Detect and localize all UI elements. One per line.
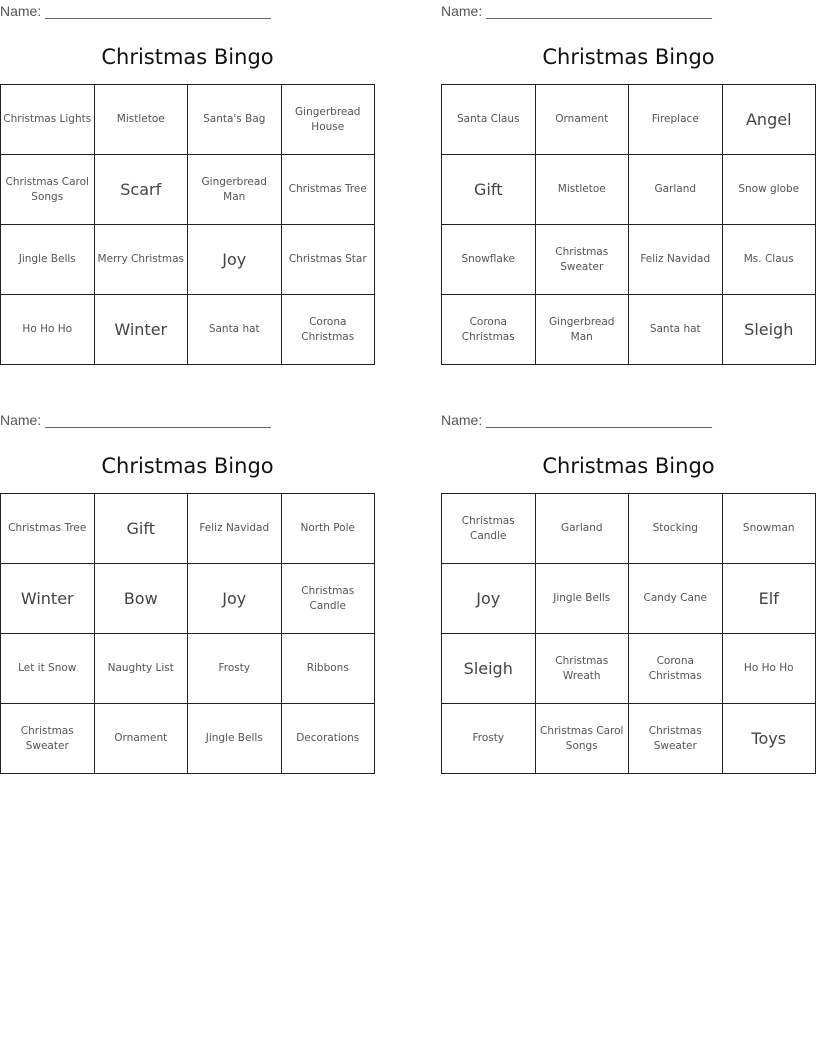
bingo-cell: Ho Ho Ho <box>1 295 95 365</box>
bingo-cell: Candy Cane <box>629 564 723 634</box>
bingo-cell: Christmas Carol Songs <box>1 155 95 225</box>
name-field-label: Name: _____________________________ <box>441 3 712 19</box>
grid-row <box>1 225 375 295</box>
bingo-cell: Christmas Lights <box>1 85 95 155</box>
bingo-cell: Joy <box>188 564 282 634</box>
bingo-grid <box>0 84 375 365</box>
bingo-cell: Feliz Navidad <box>188 494 282 564</box>
bingo-cell: Christmas Sweater <box>1 704 95 774</box>
grid-row <box>442 494 816 564</box>
bingo-cell: Corona Christmas <box>629 634 723 704</box>
bingo-cell: Mistletoe <box>535 155 629 225</box>
bingo-cell: Ribbons <box>281 634 375 704</box>
bingo-cell: Christmas Wreath <box>535 634 629 704</box>
grid-row <box>1 295 375 365</box>
bingo-cell: Jingle Bells <box>1 225 95 295</box>
bingo-grid <box>441 493 816 774</box>
bingo-grid <box>0 493 375 774</box>
bingo-cell: North Pole <box>281 494 375 564</box>
bingo-cell: Christmas Tree <box>1 494 95 564</box>
grid-row <box>442 295 816 365</box>
bingo-cell: Garland <box>629 155 723 225</box>
bingo-cell: Winter <box>94 295 188 365</box>
bingo-cell: Frosty <box>188 634 282 704</box>
card-title: Christmas Bingo <box>101 45 274 69</box>
bingo-cell: Christmas Candle <box>442 494 536 564</box>
bingo-cell: Gingerbread House <box>281 85 375 155</box>
bingo-cell: Fireplace <box>629 85 723 155</box>
bingo-cell: Naughty List <box>94 634 188 704</box>
bingo-cell: Winter <box>1 564 95 634</box>
grid-row <box>442 704 816 774</box>
bingo-cell: Christmas Tree <box>281 155 375 225</box>
bingo-cell: Corona Christmas <box>281 295 375 365</box>
bingo-cell: Santa hat <box>188 295 282 365</box>
bingo-cell: Merry Christmas <box>94 225 188 295</box>
bingo-cell: Christmas Sweater <box>535 225 629 295</box>
grid-row <box>1 85 375 155</box>
bingo-cell: Sleigh <box>722 295 816 365</box>
bingo-cell: Gift <box>94 494 188 564</box>
bingo-cell: Ornament <box>535 85 629 155</box>
grid-row <box>1 494 375 564</box>
bingo-cell: Stocking <box>629 494 723 564</box>
bingo-cell: Mistletoe <box>94 85 188 155</box>
bingo-cell: Scarf <box>94 155 188 225</box>
bingo-cell: Joy <box>442 564 536 634</box>
grid-row <box>442 155 816 225</box>
bingo-cell: Let it Snow <box>1 634 95 704</box>
grid-row <box>442 564 816 634</box>
name-field-label: Name: _____________________________ <box>0 412 271 428</box>
grid-row <box>442 225 816 295</box>
card-title: Christmas Bingo <box>542 45 715 69</box>
bingo-cell: Sleigh <box>442 634 536 704</box>
bingo-cell: Ms. Claus <box>722 225 816 295</box>
bingo-cell: Christmas Candle <box>281 564 375 634</box>
card-title: Christmas Bingo <box>542 454 715 478</box>
bingo-cell: Angel <box>722 85 816 155</box>
name-field-label: Name: _____________________________ <box>0 3 271 19</box>
grid-row <box>1 564 375 634</box>
bingo-cell: Feliz Navidad <box>629 225 723 295</box>
grid-row <box>442 85 816 155</box>
bingo-cell: Snow globe <box>722 155 816 225</box>
bingo-cell: Corona Christmas <box>442 295 536 365</box>
card-title: Christmas Bingo <box>101 454 274 478</box>
bingo-cell: Ornament <box>94 704 188 774</box>
grid-row <box>1 704 375 774</box>
grid-row <box>1 634 375 704</box>
bingo-cell: Jingle Bells <box>535 564 629 634</box>
bingo-cell: Gingerbread Man <box>188 155 282 225</box>
bingo-cell: Bow <box>94 564 188 634</box>
bingo-cell: Frosty <box>442 704 536 774</box>
bingo-grid <box>441 84 816 365</box>
bingo-cell: Elf <box>722 564 816 634</box>
name-field-label: Name: _____________________________ <box>441 412 712 428</box>
bingo-cell: Gingerbread Man <box>535 295 629 365</box>
bingo-cell: Jingle Bells <box>188 704 282 774</box>
bingo-cell: Christmas Star <box>281 225 375 295</box>
bingo-cell: Santa's Bag <box>188 85 282 155</box>
bingo-cell: Ho Ho Ho <box>722 634 816 704</box>
bingo-cell: Joy <box>188 225 282 295</box>
bingo-cell: Santa hat <box>629 295 723 365</box>
bingo-cell: Decorations <box>281 704 375 774</box>
bingo-cell: Snowflake <box>442 225 536 295</box>
bingo-cell: Gift <box>442 155 536 225</box>
bingo-cell: Toys <box>722 704 816 774</box>
bingo-cell: Christmas Sweater <box>629 704 723 774</box>
bingo-cell: Santa Claus <box>442 85 536 155</box>
grid-row <box>1 155 375 225</box>
bingo-cell: Snowman <box>722 494 816 564</box>
bingo-cell: Christmas Carol Songs <box>535 704 629 774</box>
grid-row <box>442 634 816 704</box>
bingo-cell: Garland <box>535 494 629 564</box>
